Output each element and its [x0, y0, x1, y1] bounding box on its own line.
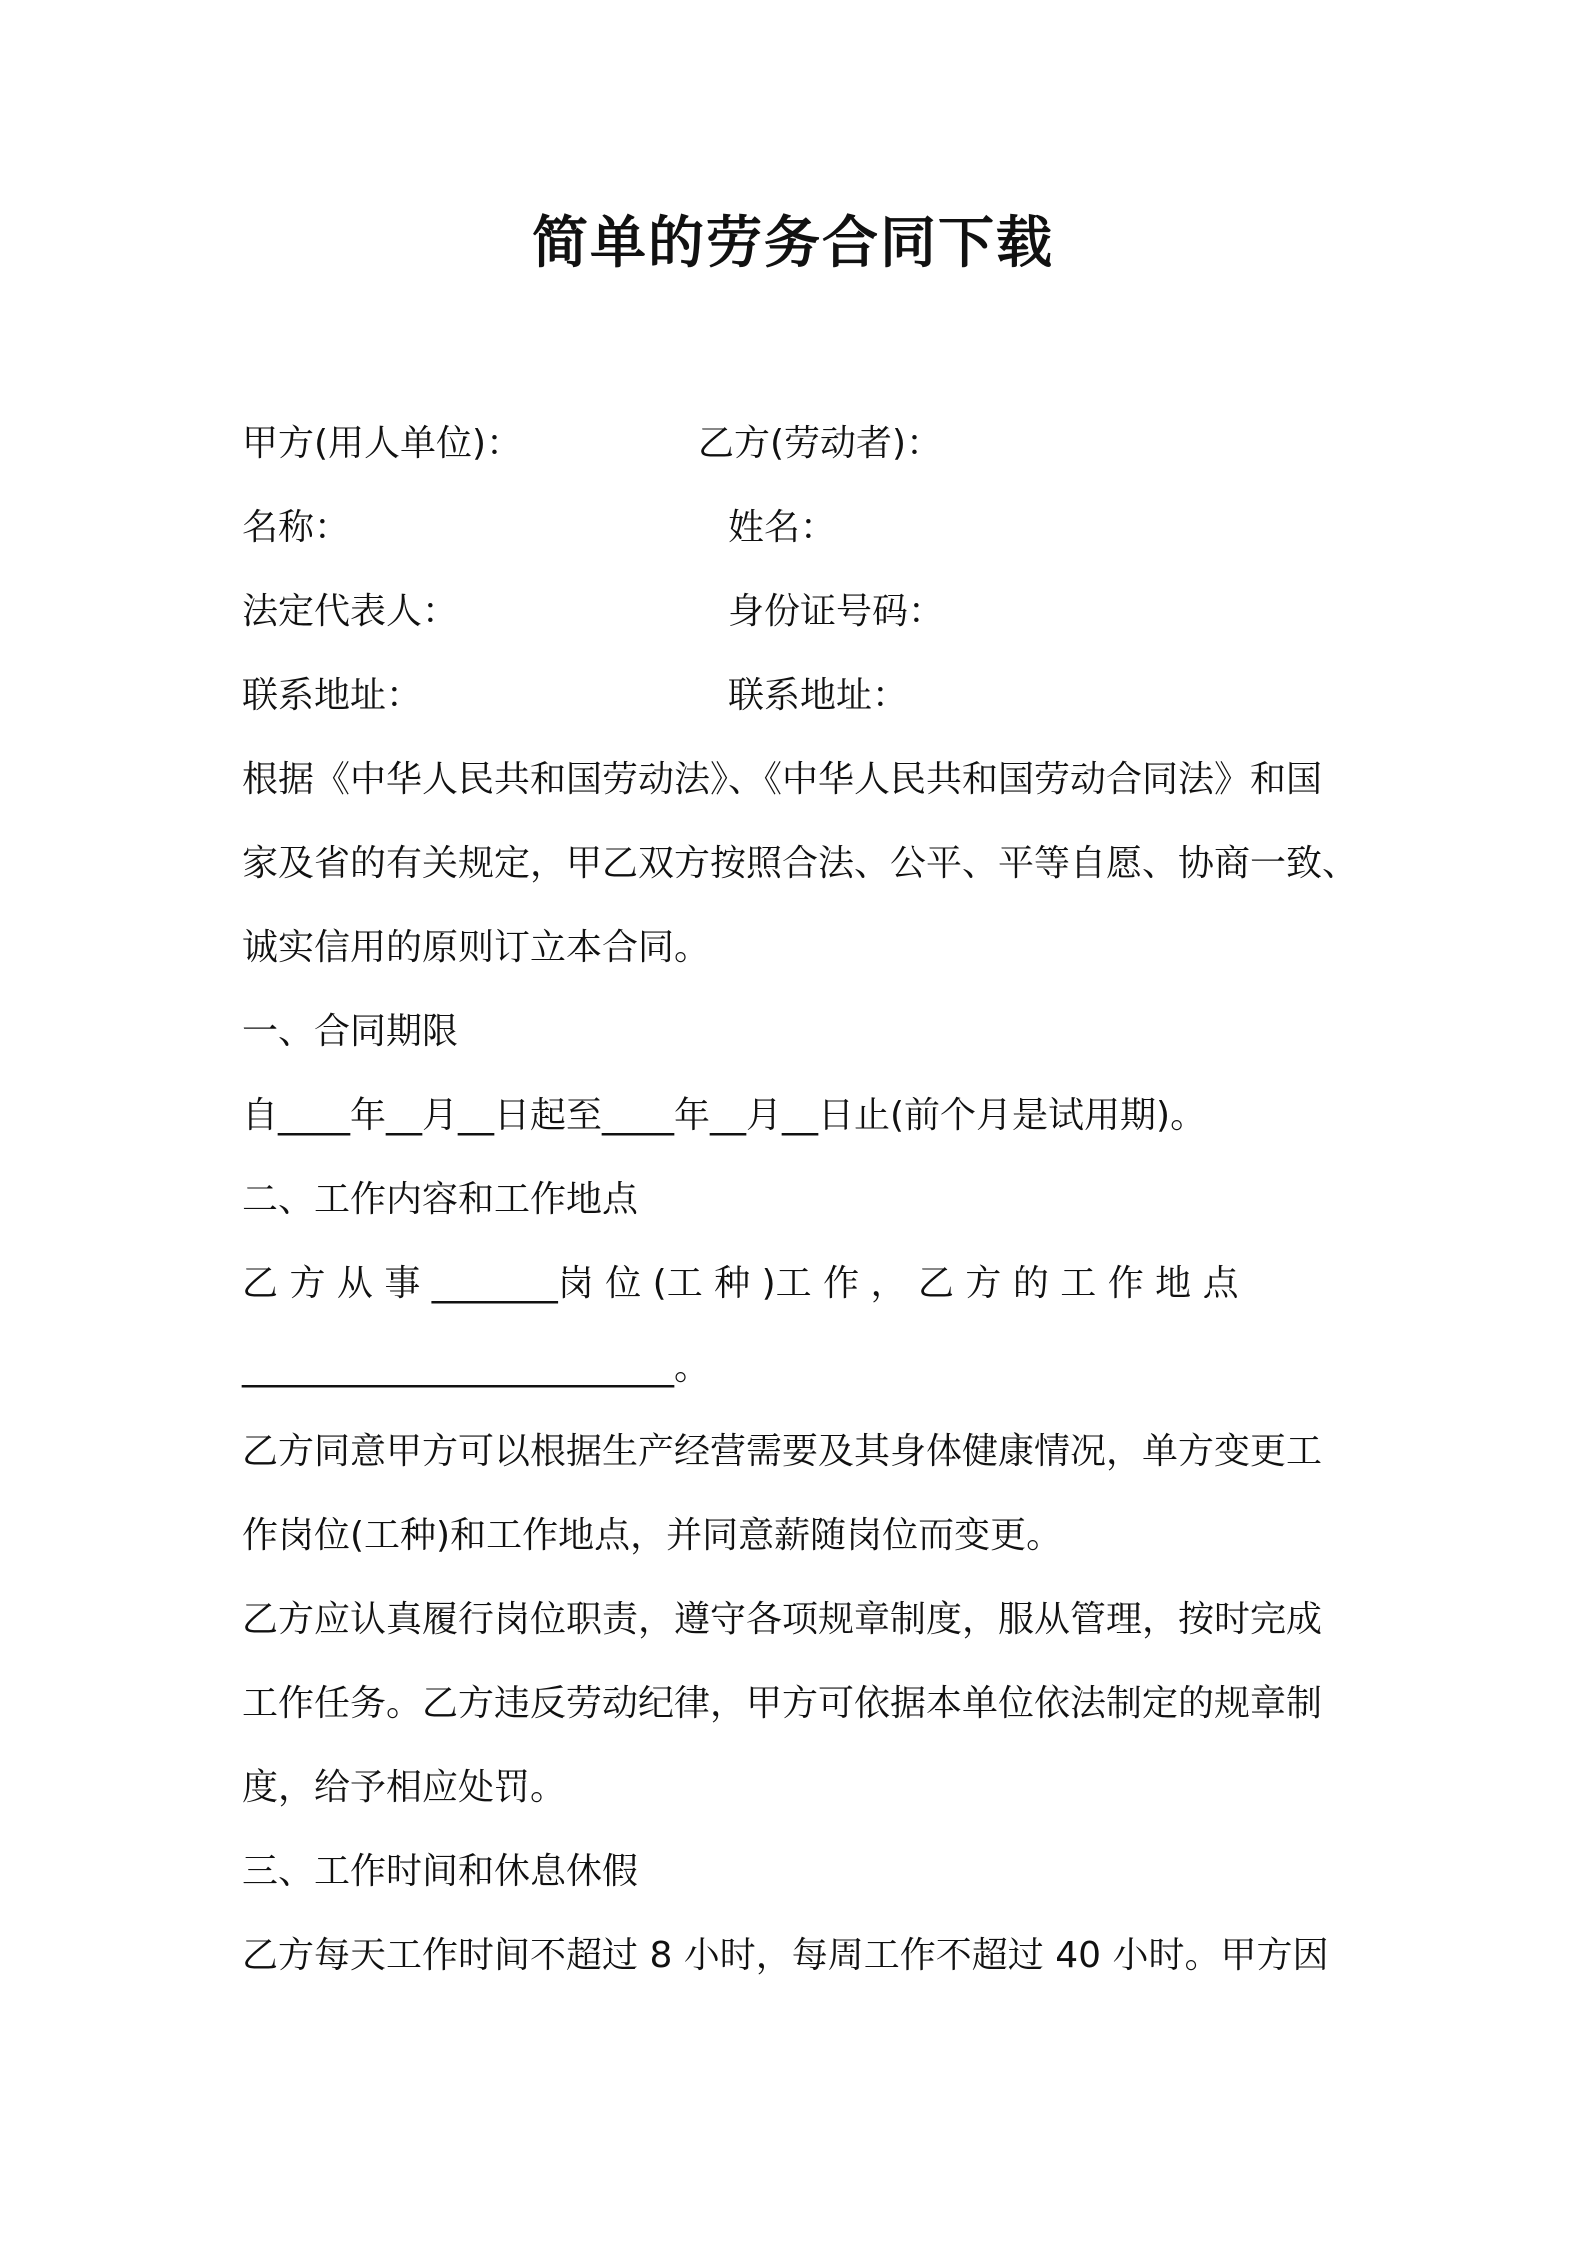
party-b-name-label: 姓名：: [728, 507, 837, 548]
job-position-line: 乙 方 从 事 _______岗 位 (工 种 )工 作 ， 乙 方 的 工 作 地 点: [242, 1263, 1239, 1304]
paragraph-line: 乙方同意甲方可以根据生产经营需要及其身体健康情况，单方变更工: [242, 1431, 1323, 1472]
party-a-name-label: 名称：: [242, 507, 351, 548]
paragraph-line: 作岗位(工种)和工作地点，并同意薪随岗位而变更。: [242, 1515, 1063, 1556]
paragraph-line: 工作任务。乙方违反劳动纪律，甲方可依据本单位依法制定的规章制: [242, 1683, 1323, 1724]
section-heading: 三、工作时间和休息休假: [242, 1851, 639, 1892]
id-number-label: 身份证号码：: [728, 591, 945, 632]
party-row: [242, 570, 1357, 654]
preamble-line: 诚实信用的原则订立本合同。: [242, 927, 711, 968]
party-b-label: 乙方(劳动者)：: [698, 423, 943, 464]
legal-representative-label: 法定代表人：: [242, 591, 459, 632]
paragraph-line: 乙方应认真履行岗位职责，遵守各项规章制度，服从管理，按时完成: [242, 1599, 1323, 1640]
section-heading: 二、工作内容和工作地点: [242, 1179, 639, 1220]
party-b-address-label: 联系地址：: [728, 675, 909, 716]
document-title: 简单的劳务合同下载: [532, 211, 1054, 276]
section-heading: 一、合同期限: [242, 1011, 459, 1052]
party-row: [242, 654, 1357, 738]
preamble-line: 根据《中华人民共和国劳动法》、《中华人民共和国劳动合同法》和国: [242, 759, 1323, 800]
paragraph-line: 乙方每天工作时间不超过 8 小时，每周工作不超过 40 小时。甲方因: [242, 1935, 1329, 1976]
preamble-line: 家及省的有关规定，甲乙双方按照合法、公平、平等自愿、协商一致、: [242, 843, 1359, 884]
work-location-line: ________________________。: [242, 1347, 710, 1388]
party-row: [242, 402, 1357, 486]
paragraph-line: 度，给予相应处罚。: [242, 1767, 567, 1808]
party-a-label: 甲方(用人单位)：: [242, 423, 523, 464]
party-row: [242, 486, 1357, 570]
contract-term-text: 自____年__月__日起至____年__月__日止(前个月是试用期)。: [242, 1095, 1207, 1136]
document-body: [242, 402, 1357, 1998]
party-a-address-label: 联系地址：: [242, 675, 423, 716]
